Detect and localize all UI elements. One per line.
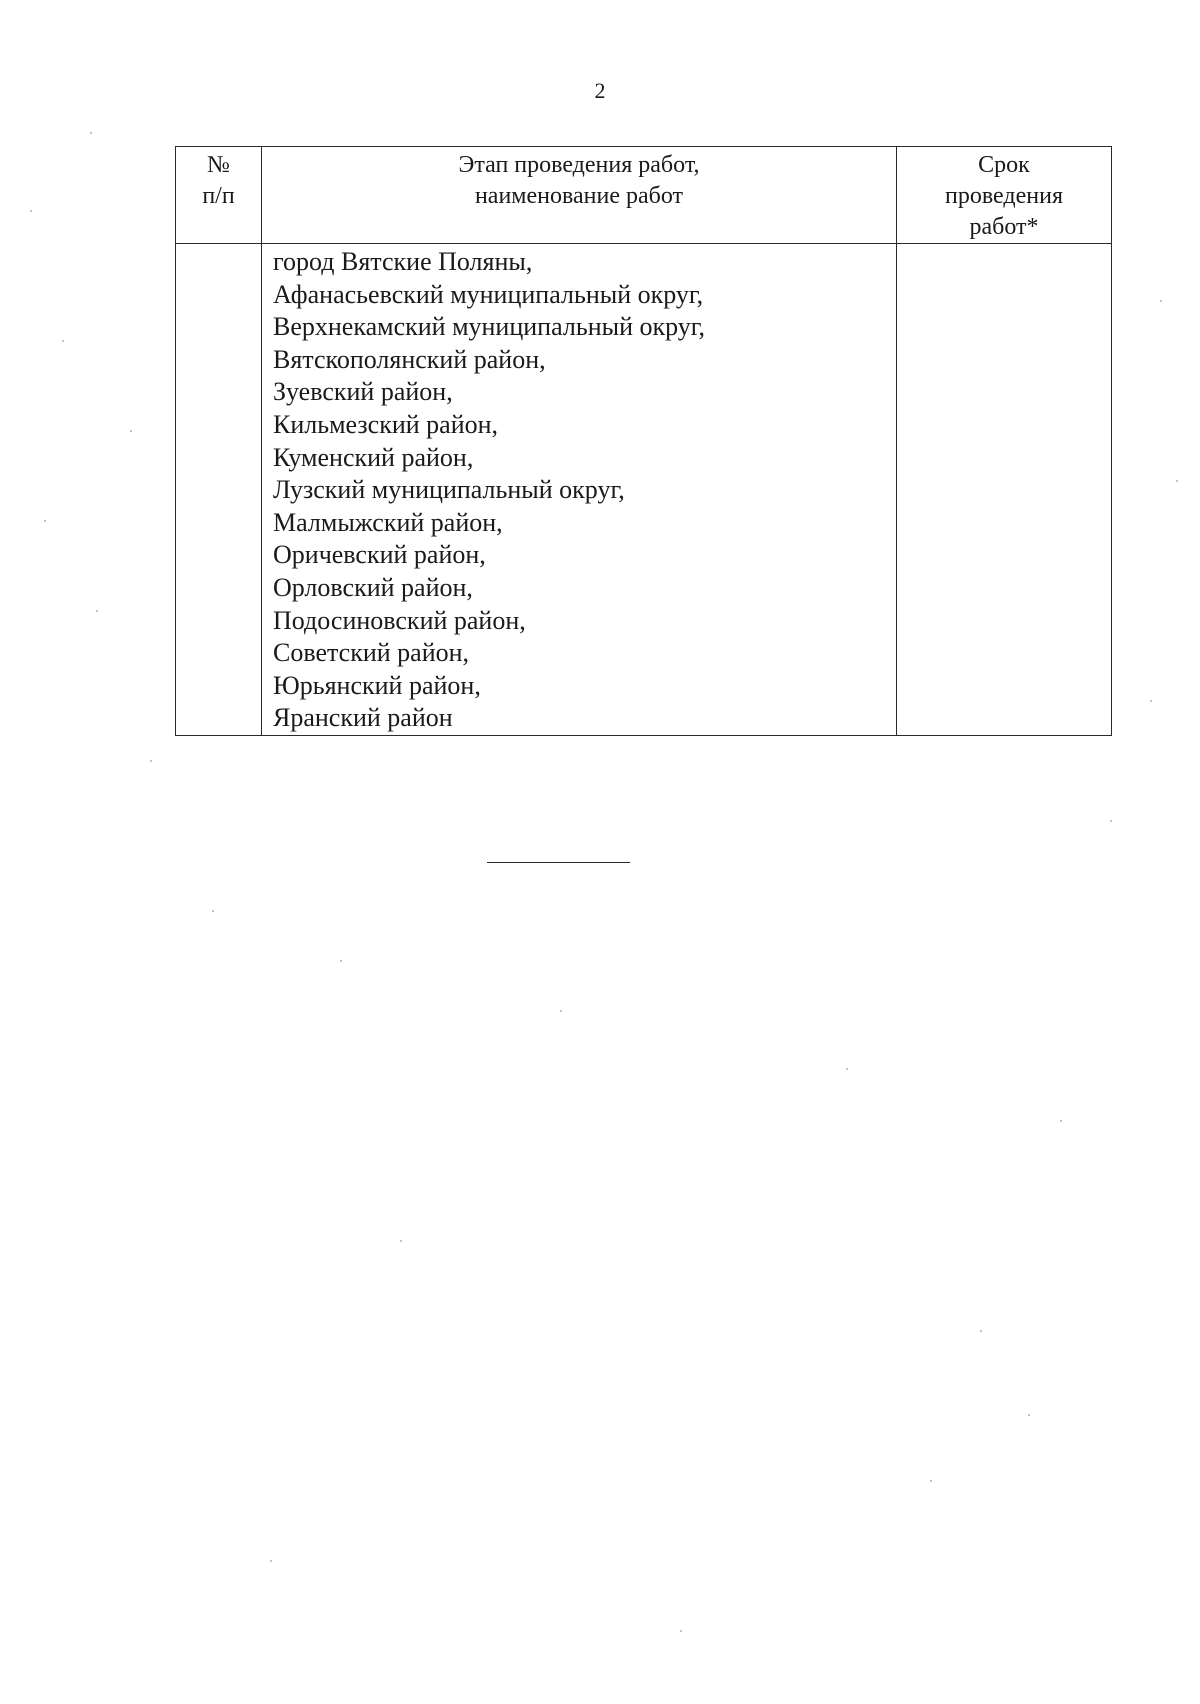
scan-speck — [1160, 300, 1162, 302]
page-number: 2 — [594, 78, 606, 103]
header-term-line: проведения — [945, 183, 1063, 209]
scan-speck — [130, 430, 132, 432]
scan-speck — [96, 610, 98, 612]
scan-speck — [30, 210, 32, 212]
list-item: Орловский район, — [273, 572, 473, 602]
list-item: Малмыжский район, — [273, 507, 503, 537]
scan-speck — [62, 340, 64, 342]
list-item: Лузский муниципальный округ, — [273, 475, 625, 505]
list-item: Подосиновский район, — [273, 605, 526, 635]
list-item: Куменский район, — [273, 442, 474, 472]
list-item: город Вятские Поляны, — [273, 247, 533, 276]
header-stage — [262, 147, 897, 244]
scan-speck — [270, 1560, 272, 1562]
list-item: Вятскополянский район, — [273, 344, 546, 374]
header-stage-line: наименование работ — [474, 183, 684, 209]
scan-speck — [212, 910, 214, 912]
works-table — [175, 146, 1112, 736]
header-num — [176, 147, 262, 244]
cell-term — [897, 244, 1112, 736]
list-item: Верхнекамский муниципальный округ, — [273, 312, 706, 342]
header-num-line: п/п — [202, 183, 235, 209]
scan-speck — [980, 1330, 982, 1332]
header-num-line: № — [207, 152, 230, 178]
scan-speck — [680, 1630, 682, 1632]
scan-speck — [1110, 820, 1112, 822]
municipality-list — [262, 244, 896, 735]
scan-speck — [846, 1068, 848, 1070]
scan-speck — [44, 520, 46, 522]
scan-speck — [560, 1010, 562, 1012]
list-item: Оричевский район, — [273, 540, 486, 570]
scan-speck — [1176, 480, 1178, 482]
scan-speck — [340, 960, 342, 962]
scan-speck — [150, 760, 152, 762]
end-of-document-rule — [487, 862, 630, 863]
list-item: Юрьянский район, — [273, 670, 481, 700]
list-item: Яранский район — [273, 703, 453, 733]
scan-speck — [400, 1240, 402, 1242]
scan-speck — [90, 132, 92, 134]
scan-speck — [1150, 700, 1152, 702]
scan-speck — [1060, 1120, 1062, 1122]
scan-speck — [1028, 1414, 1030, 1416]
list-item: Советский район, — [273, 638, 470, 668]
cell-stage — [262, 244, 897, 736]
header-term — [897, 147, 1112, 244]
header-term-line: Срок — [978, 152, 1030, 178]
cell-num — [176, 244, 262, 736]
header-stage-line: Этап проведения работ, — [458, 152, 700, 178]
list-item: Зуевский район, — [273, 377, 453, 407]
header-term-line: работ* — [969, 214, 1039, 240]
scan-speck — [930, 1480, 932, 1482]
list-item: Кильмезский район, — [273, 409, 499, 439]
table-row — [176, 244, 1112, 736]
list-item: Афанасьевский муниципальный округ, — [273, 279, 704, 309]
table-header-row — [176, 147, 1112, 244]
